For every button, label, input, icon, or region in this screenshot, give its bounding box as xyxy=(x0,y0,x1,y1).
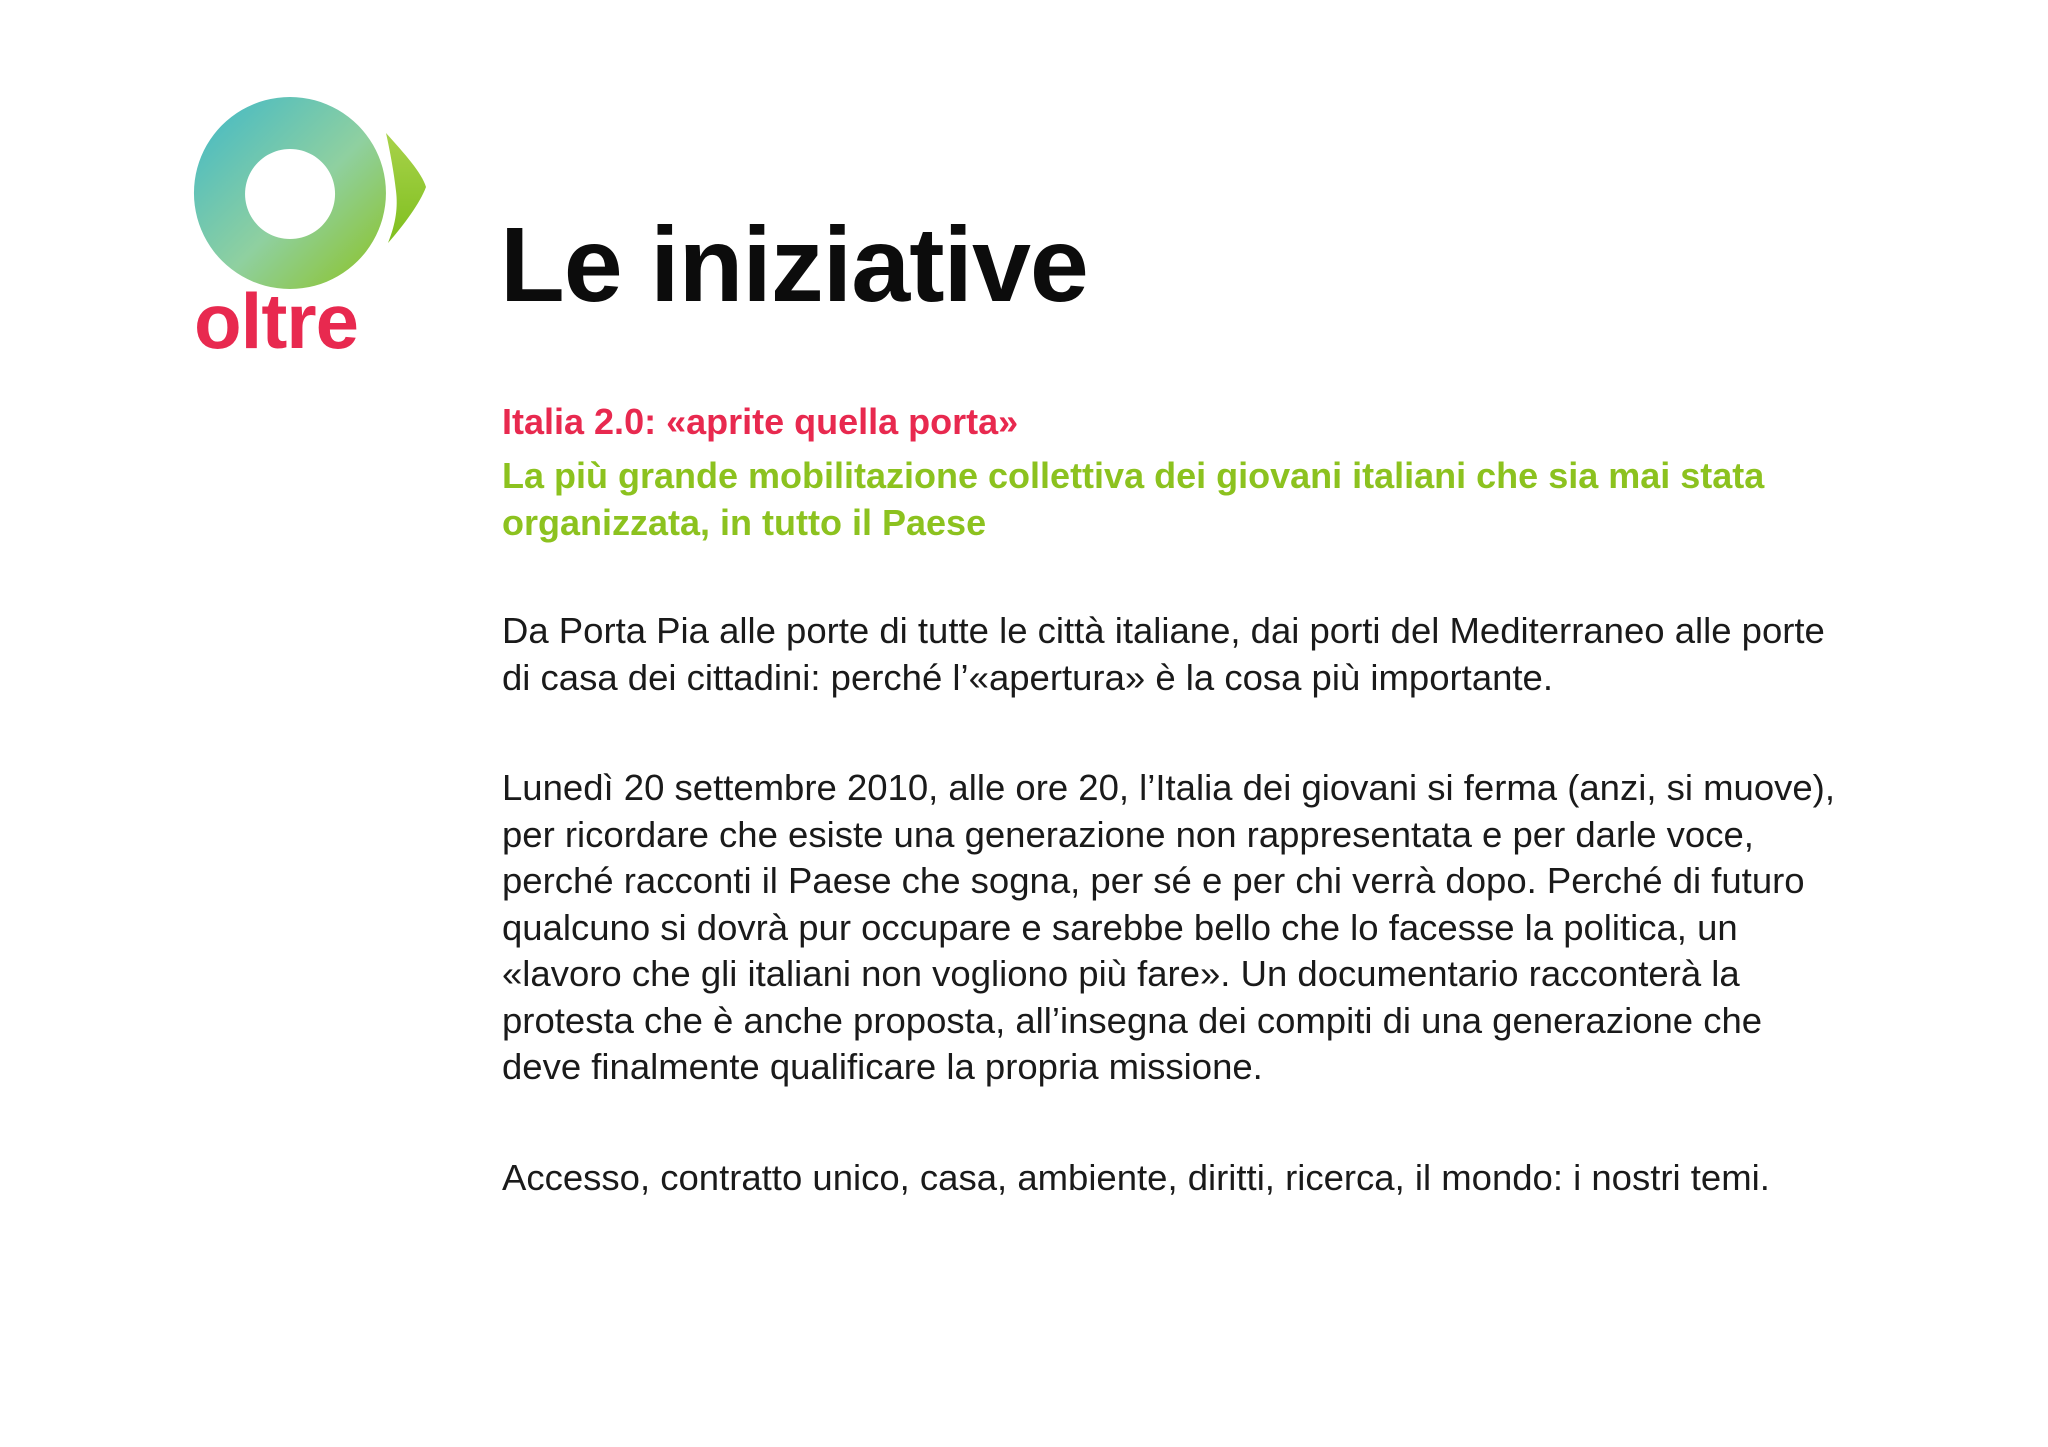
oltre-logo-graphic xyxy=(190,95,435,365)
logo-arrow xyxy=(386,133,426,243)
slide-title: Le iniziative xyxy=(500,206,1088,324)
oltre-logo xyxy=(190,95,435,365)
slide-subtitle: Italia 2.0: «aprite quella porta» xyxy=(502,401,1019,442)
body-paragraph-3: Accesso, contratto unico, casa, ambiente, diritti, ricerca, il mondo: i nostri temi. xyxy=(502,1156,1770,1198)
slide-content xyxy=(502,398,1862,1201)
slide-tagline: La più grande mobilitazione collettiva dei giovani italiani che sia mai stata organizzata, in tutto il Paese xyxy=(502,455,1765,543)
body-paragraph-1: Da Porta Pia alle porte di tutte le città italiane, dai porti del Mediterraneo alle porte di casa dei cittadini: perché l’«apertura» è la cosa più importante. xyxy=(502,610,1825,698)
body-paragraph-2: Lunedì 20 settembre 2010, alle ore 20, l’Italia dei giovani si ferma (anzi, si muove), per ricordare che esiste una generazione non rappresentata e per darle voce, perché racconti il Paese che sogna, per sé e per chi verrà dopo. Perché di futuro qualcuno si dovrà pur occupare e sarebbe bello che lo facesse la politica, un «lavoro che gli italiani non vogliono più fare». Un documentario racconterà la protesta che è anche proposta, all’insegna dei compiti di una generazione che deve finalmente qualificare la propria missione. xyxy=(502,767,1835,1087)
logo-ring xyxy=(194,97,386,289)
logo-wordmark: oltre xyxy=(194,277,359,365)
